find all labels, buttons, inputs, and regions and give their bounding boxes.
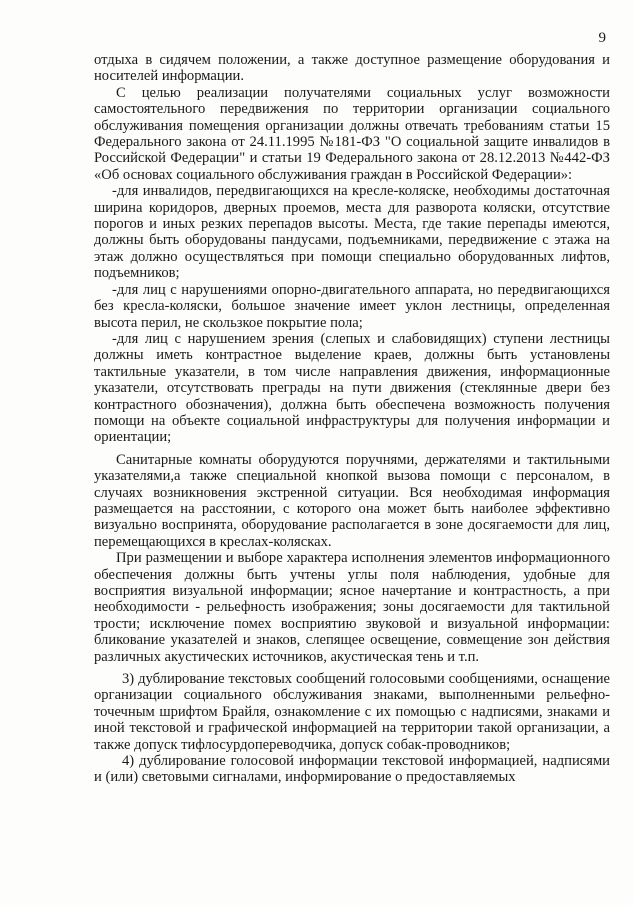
page-number: 9	[598, 30, 606, 46]
paragraph-musculoskeletal: -для лиц с нарушениями опорно-двигательного аппарата, но передвигающихся без кресла-коляски, большое значение имеет уклон лестницы, определенная высота перил, не скользкое покрытие пола;	[94, 281, 610, 331]
paragraph-continuation: отдыха в сидячем положении, а также доступное размещение оборудования и носителей информации.	[94, 52, 610, 85]
paragraph-wheelchair-users: -для инвалидов, передвигающихся на кресле-коляске, необходимы достаточная ширина коридоров, дверных проемов, места для разворота коляски, отсутствие порогов и иных резких перепадов высоты. Места, где такие перепады имеются, должны быть оборудованы пандусами, подъемниками, передвижение с этажа на этаж должно осуществляться при помощи специально оборудованных лифтов, подъемников;	[94, 183, 610, 282]
paragraph-information-placement: При размещении и выборе характера исполнения элементов информационного обеспечения должны быть учтены углы поля наблюдения, удобные для восприятия визуальной информации; ясное начертание и контрастность, а при необходимости - рельефность изображения; зоны досягаемости для тактильной трости; исключение помех восприятию звуковой и визуальной информации: бликование указателей и знаков, слепящее освещение, совмещение зон действия различных акустических источников, акустическая тень и т.п.	[94, 550, 610, 665]
paragraph-item-3: 3) дублирование текстовых сообщений голосовыми сообщениями, оснащение организации социального обслуживания знаками, выполненными рельефно-точечным шрифтом Брайля, ознакомление с их помощью с надписями, знаками и иной текстовой и графической информацией на территории такой организации, а также допуск тифлосурдопереводчика, допуск собак-проводников;	[94, 671, 610, 753]
paragraph-sanitary-rooms: Санитарные комнаты оборудуются поручнями, держателями и тактильными указателями,а также специальной кнопкой вызова помощи с персоналом, в случаях возникновения экстренной ситуации. Вся необходимая информация размещается на расстоянии, с которого она может быть наиболее эффективно визуально воспринята, оборудование располагается в зоне досягаемости для лиц, перемещающихся в креслах-колясках.	[94, 451, 610, 550]
paragraph-intro-requirements: С целью реализации получателями социальных услуг возможности самостоятельного передвижения по территории организации социального обслуживания помещения организации должны отвечать требованиям статьи 15 Федерального закона от 24.11.1995 №181-ФЗ "О социальной защите инвалидов в Российской Федерации" и статьи 19 Федерального закона от 28.12.2013 №442-ФЗ «Об основах социального обслуживания граждан в Российской Федерации»:	[94, 84, 610, 183]
paragraph-item-4: 4) дублирование голосовой информации текстовой информацией, надписями и (или) световыми сигналами, информирование о предоставляемых	[94, 753, 610, 786]
document-body	[94, 52, 610, 786]
paragraph-visual-impairment: -для лиц с нарушением зрения (слепых и слабовидящих) ступени лестницы должны иметь контрастное выделение краев, должны быть установлены тактильные указатели, в том числе направления движения, информационные указатели, отсутствовать преграды на пути движения (стеклянные двери без контрастного обозначения), должна быть обеспечена возможность получения помощи на объекте социальной инфраструктуры для получения информации и ориентации;	[94, 330, 610, 446]
